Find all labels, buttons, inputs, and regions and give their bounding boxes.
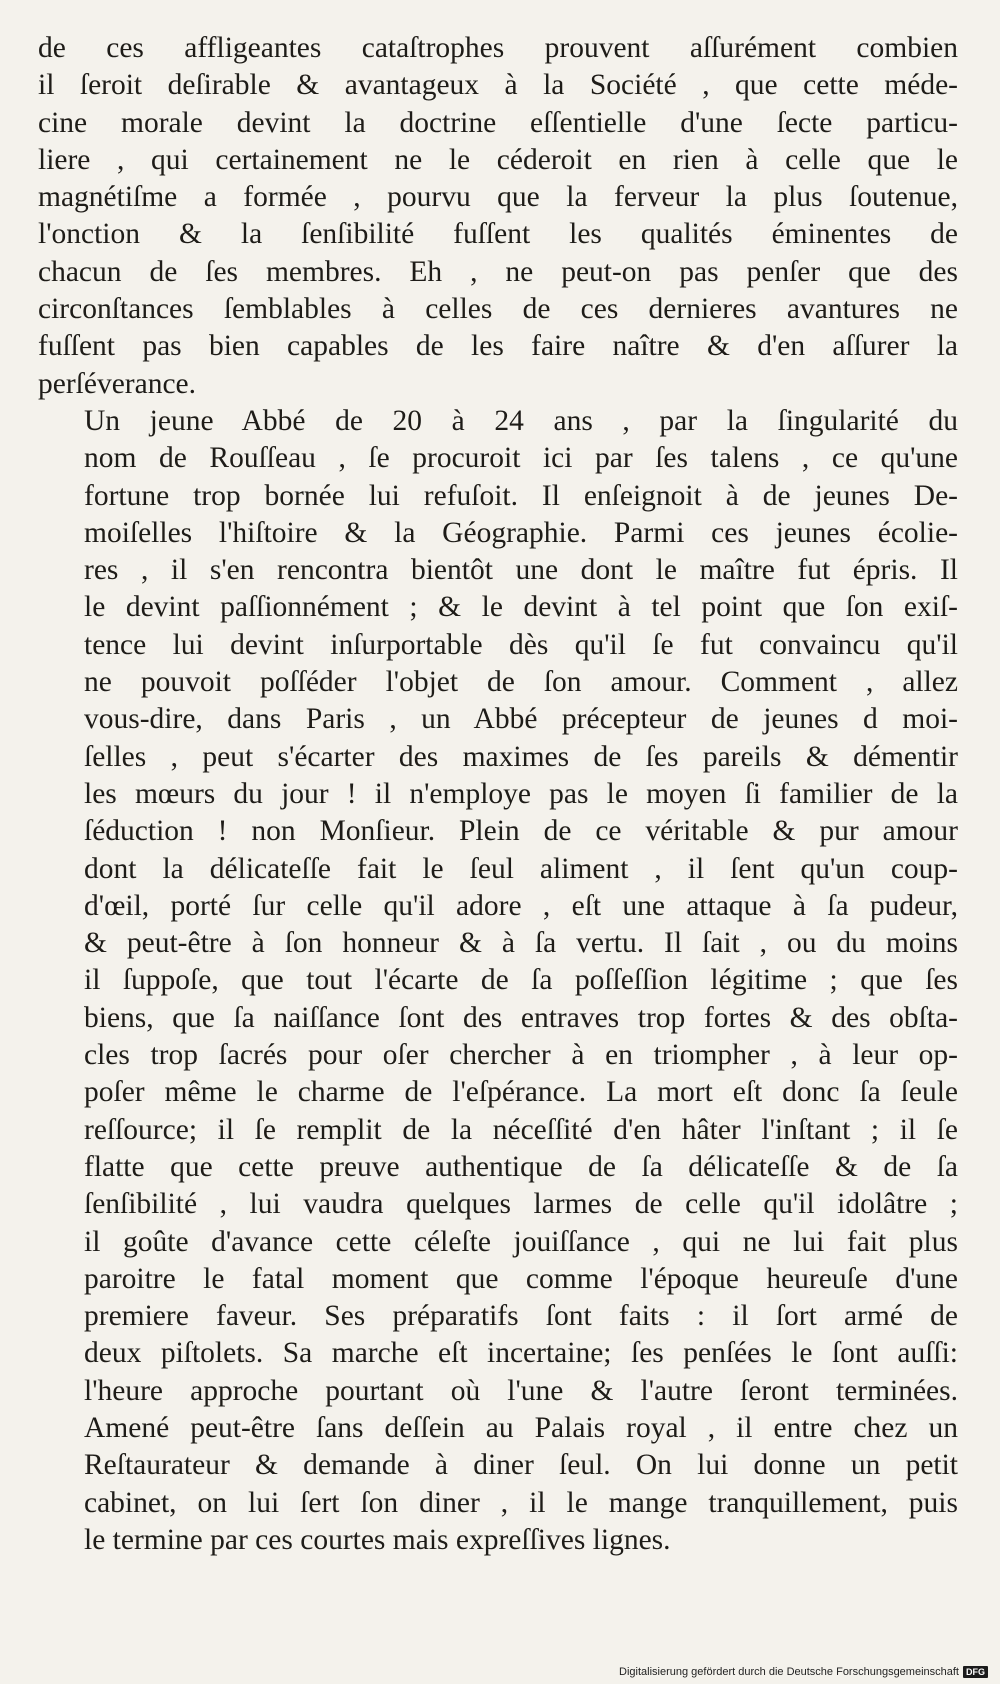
text-line: magnétiſme a formée , pourvu que la ferveur la plus ſoutenue, (38, 181, 958, 214)
digitization-credit (619, 1666, 988, 1678)
text-line: nom de Rouſſeau , ſe procuroit ici par ſes talens , ce qu'une (84, 442, 958, 475)
credit-text: Digitalisierung gefördert durch die Deutsche Forschungsgemeinschaft (619, 1666, 959, 1678)
text-line: perſéverance. (38, 367, 197, 400)
paragraph-2 (38, 403, 958, 1559)
text-line: tence lui devint inſurportable dès qu'il ſe fut convaincu qu'il (84, 628, 958, 661)
text-line: Reſtaurateur & demande à diner ſeul. On lui donne un petit (84, 1449, 958, 1482)
text-line: ſéduction ! non Monſieur. Plein de ce véritable & pur amour (84, 815, 958, 848)
text-line: fortune trop bornée lui refuſoit. Il enſeignoit à de jeunes De- (84, 479, 958, 512)
text-line: chacun de ſes membres. Eh , ne peut-on pas penſer que des (38, 255, 958, 288)
text-line: fuſſent pas bien capables de les faire naître & d'en aſſurer la (38, 330, 958, 363)
text-line: le termine par ces courtes mais expreſſives lignes. (84, 1523, 671, 1556)
text-line: ne pouvoit poſſéder l'objet de ſon amour. Comment , allez (84, 666, 958, 699)
text-line: le devint paſſionnément ; & le devint à tel point que ſon exiſ- (84, 591, 958, 624)
text-line: dont la délicateſſe fait le ſeul aliment , il ſent qu'un coup- (84, 852, 958, 885)
text-line: Amené peut-être ſans deſſein au Palais royal , il entre chez un (84, 1411, 958, 1444)
text-line: les mœurs du jour ! il n'employe pas le moyen ſi familier de la (84, 777, 958, 810)
text-line: moiſelles l'hiſtoire & la Géographie. Parmi ces jeunes écolie- (84, 516, 958, 549)
text-line: de ces affligeantes cataſtrophes prouvent aſſurément combien (38, 32, 958, 64)
text-line: & peut-être à ſon honneur & à ſa vertu. Il ſait , ou du moins (84, 927, 958, 960)
text-line: vous-dire, dans Paris , un Abbé précepteur de jeunes d moi- (84, 703, 958, 736)
dfg-logo: DFG (963, 1666, 988, 1678)
text-line: ſenſibilité , lui vaudra quelques larmes de celle qu'il idolâtre ; (84, 1188, 958, 1221)
text-line: l'heure approche pourtant où l'une & l'autre ſeront terminées. (84, 1374, 958, 1407)
text-line: d'œil, porté ſur celle qu'il adore , eſt une attaque à ſa pudeur, (84, 889, 958, 922)
text-line: l'onction & la ſenſibilité fuſſent les qualités éminentes de (38, 218, 958, 251)
text-line: paroitre le fatal moment que comme l'époque heureuſe d'une (84, 1262, 958, 1295)
text-line: res , il s'en rencontra bientôt une dont le maître fut épris. Il (84, 554, 958, 587)
text-line: cabinet, on lui ſert ſon diner , il le mange tranquillement, puis (84, 1486, 958, 1519)
text-line: il goûte d'avance cette céleſte jouiſſance , qui ne lui fait plus (84, 1225, 958, 1258)
text-line: reſſource; il ſe remplit de la néceſſité d'en hâter l'inſtant ; il ſe (84, 1113, 958, 1146)
body-text (38, 30, 958, 1559)
text-line: poſer même le charme de l'eſpérance. La mort eſt donc ſa ſeule (84, 1076, 958, 1109)
text-line: biens, que ſa naiſſance ſont des entraves trop fortes & des obſta- (84, 1001, 958, 1034)
text-line: liere , qui certainement ne le céderoit en rien à celle que le (38, 143, 958, 176)
text-line: il ſuppoſe, que tout l'écarte de ſa poſſeſſion légitime ; que ſes (84, 964, 958, 997)
text-line: circonſtances ſemblables à celles de ces dernieres avantures ne (38, 293, 958, 326)
text-line: flatte que cette preuve authentique de ſa délicateſſe & de ſa (84, 1150, 958, 1183)
paragraph-1 (38, 30, 958, 403)
text-line: ſelles , peut s'écarter des maximes de ſes pareils & démentir (84, 740, 958, 773)
text-line: premiere faveur. Ses préparatifs ſont faits : il ſort armé de (84, 1300, 958, 1333)
text-line: Un jeune Abbé de 20 à 24 ans , par la ſingularité du (84, 404, 958, 437)
text-line: deux piſtolets. Sa marche eſt incertaine; ſes penſées le ſont auſſi: (84, 1337, 958, 1370)
text-line: cles trop ſacrés pour oſer chercher à en triompher , à leur op- (84, 1039, 958, 1072)
text-line: cine morale devint la doctrine eſſentielle d'une ſecte particu- (38, 106, 958, 139)
text-line: il ſeroit deſirable & avantageux à la Société , que cette méde- (38, 69, 958, 102)
